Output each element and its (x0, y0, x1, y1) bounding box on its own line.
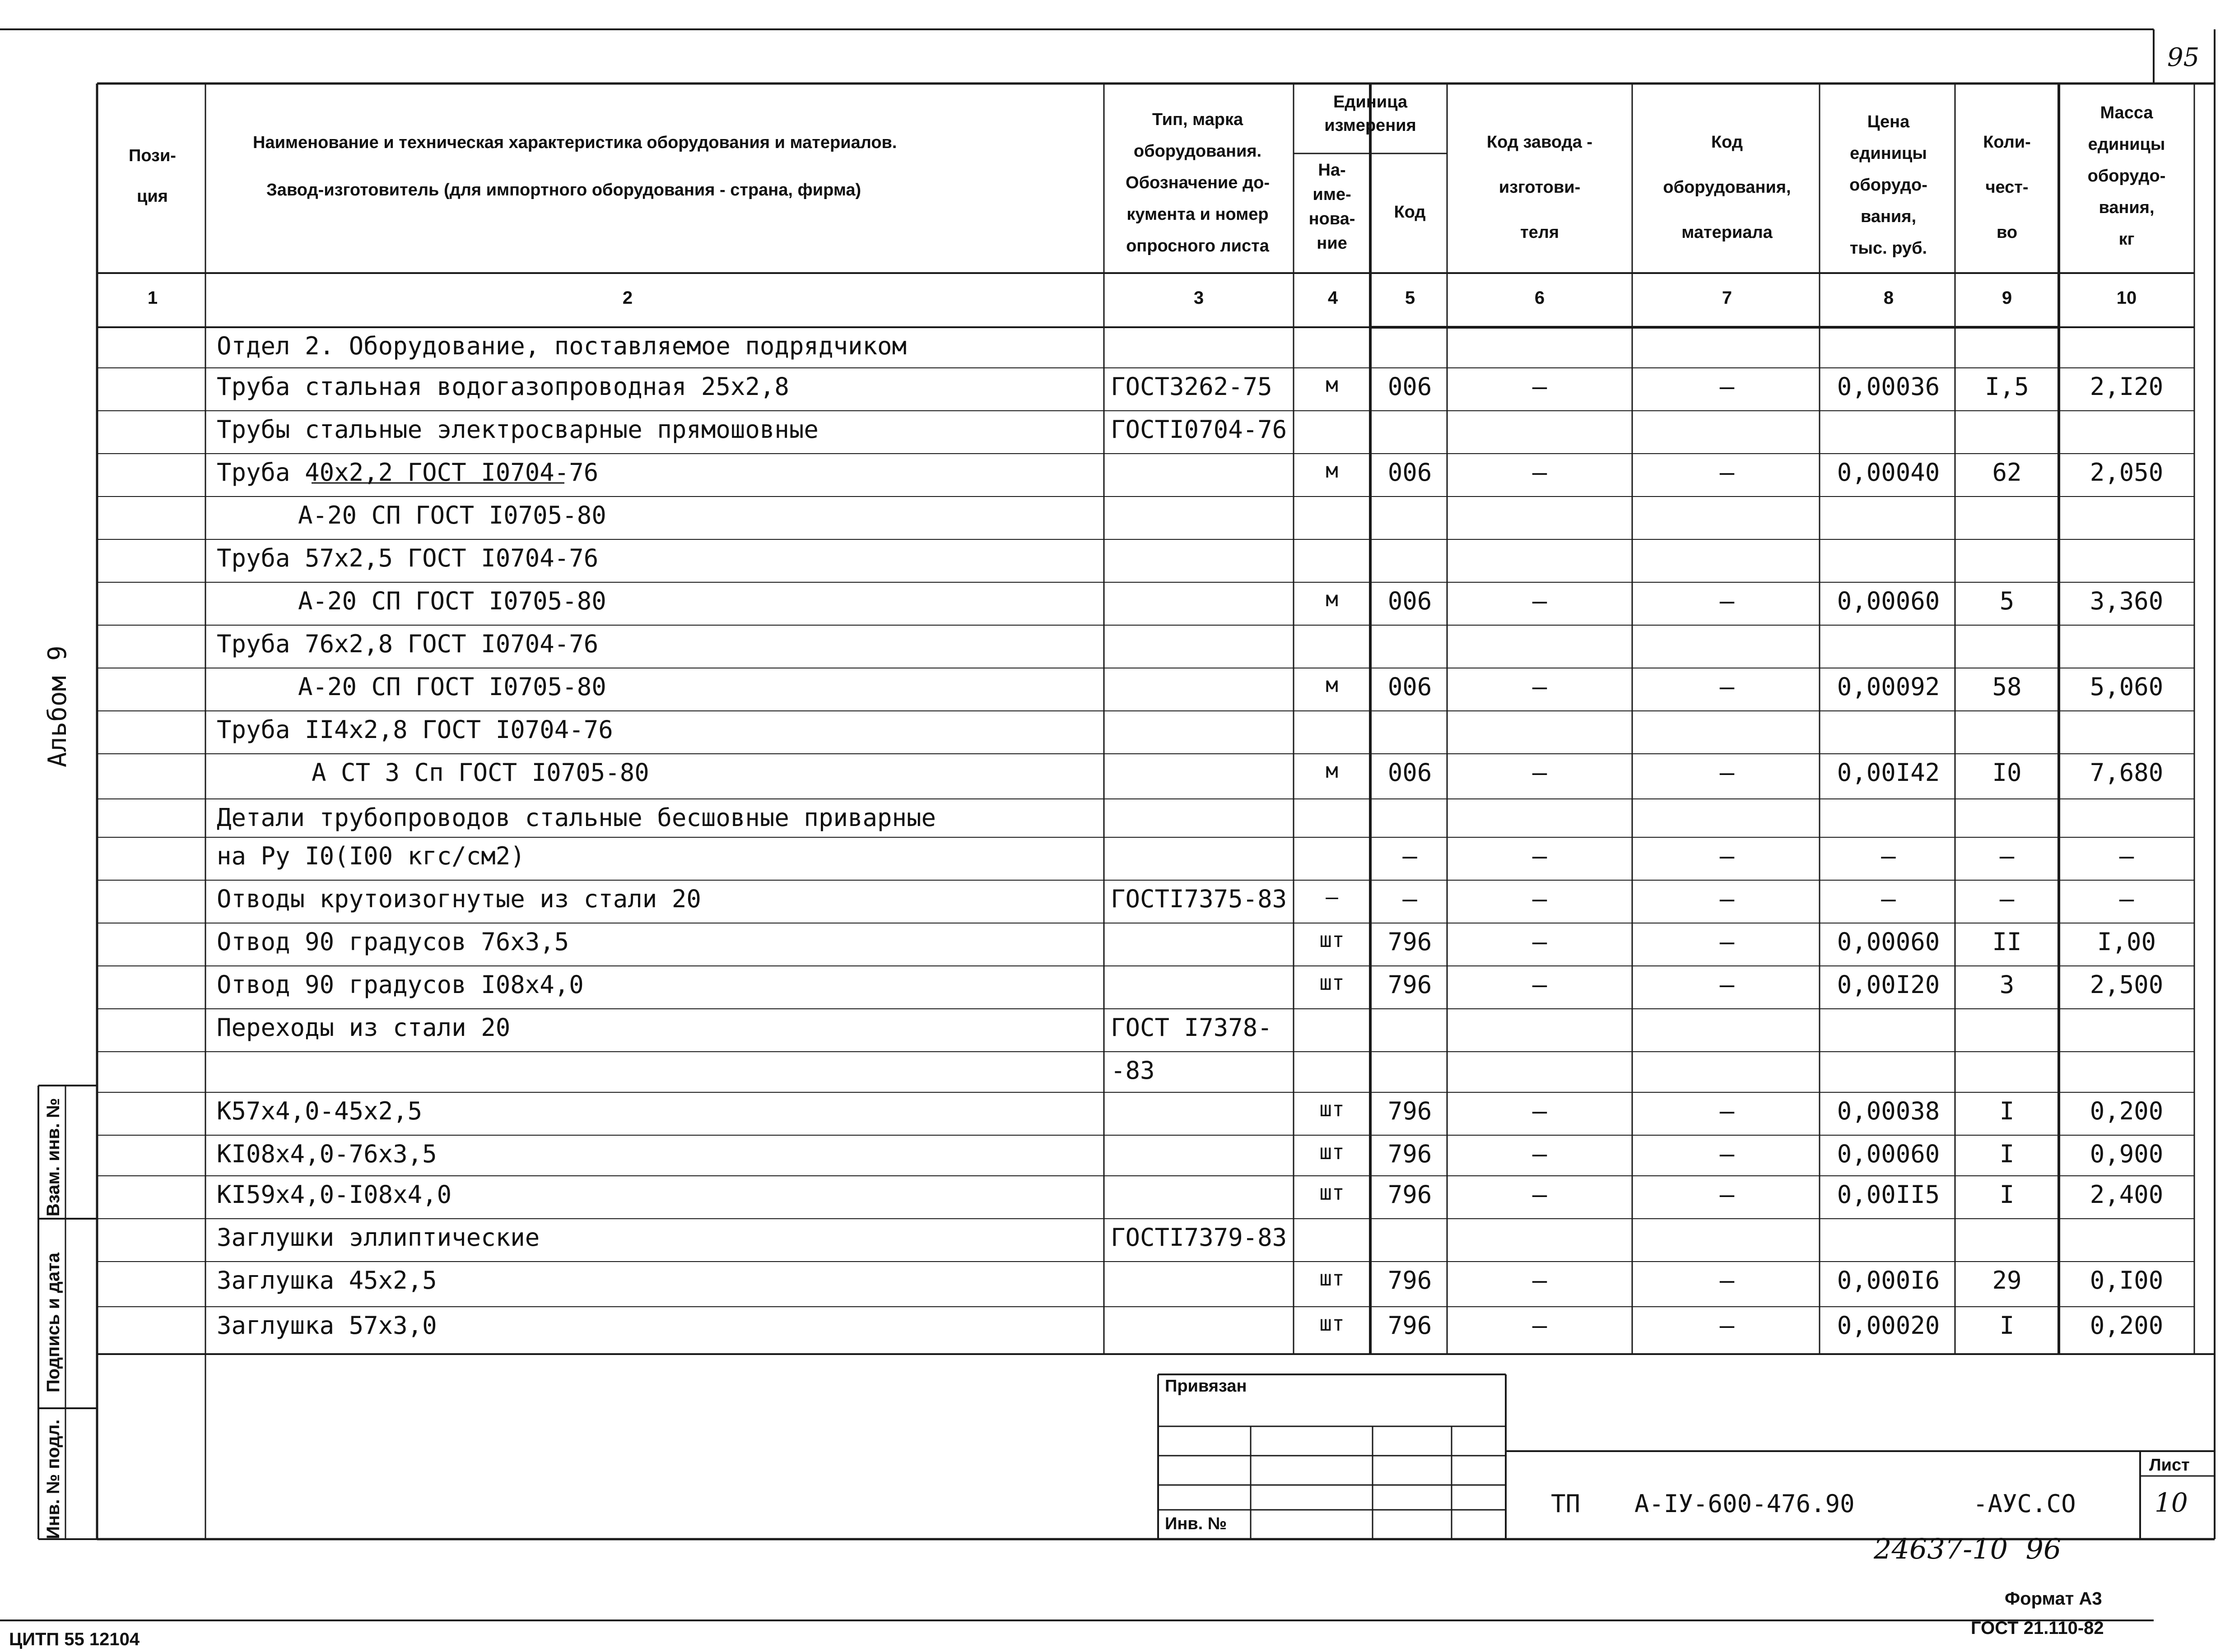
cell-name: Заглушки эллиптические (217, 1223, 540, 1252)
cell-plant-code: – (1532, 673, 1547, 701)
stamp-inv-original: Инв. № подл. (43, 1419, 63, 1539)
cell-plant-code: – (1532, 1311, 1547, 1340)
header-price: Цена единицы оборудо- вания, тыс. руб. (1849, 112, 1927, 258)
sheet-number: 95 (2167, 43, 2200, 72)
column-number: 3 (1193, 288, 1204, 308)
cell-name: Отвод 90 градусов I08х4,0 (217, 970, 584, 999)
cell-quantity: II (1992, 928, 2022, 956)
cell-name: Отвод 90 градусов 76х3,5 (217, 928, 569, 956)
cell-unit-code: 796 (1387, 1180, 1432, 1209)
header-name-line1: Наименование и техническая характеристика оборудования и материалов. (253, 133, 897, 152)
cell-unit-code: 006 (1387, 458, 1432, 487)
cell-unit-code: 796 (1387, 1097, 1432, 1125)
cell-price: – (1881, 885, 1896, 913)
cell-name: А-20 СП ГОСТ I0705-80 (298, 587, 606, 615)
handwritten-reference: 24637-10 96 (1874, 1532, 2062, 1565)
cell-name: КI59х4,0-I08х4,0 (217, 1180, 452, 1209)
cell-plant-code: – (1532, 928, 1547, 956)
cell-plant-code: – (1532, 1140, 1547, 1168)
cell-document: ГОСТ3262-75 (1111, 372, 1272, 401)
column-number: 1 (147, 288, 158, 308)
doc-prefix: ТП (1551, 1490, 1581, 1518)
column-number: 6 (1534, 288, 1545, 308)
album-label: Альбом 9 (43, 645, 72, 767)
cell-unit-code: 796 (1387, 1140, 1432, 1168)
doc-code: А-IУ-600-476.90 (1634, 1490, 1855, 1518)
cell-price: 0,000I6 (1837, 1266, 1940, 1295)
cell-mass: 2,I20 (2090, 372, 2164, 401)
cell-name: КI08х4,0-76х3,5 (217, 1140, 437, 1168)
cell-name: Трубы стальные электросварные прямошовные (217, 415, 819, 444)
header-quantity: Коли- чест- во (1983, 133, 2031, 242)
cell-mass: 5,060 (2090, 673, 2164, 701)
cell-mass: 0,200 (2090, 1097, 2164, 1125)
cell-unit: шт (1319, 1140, 1345, 1164)
header-position: Пози- ция (129, 146, 176, 206)
cell-name: Отдел 2. Оборудование, поставляемое подрядчиком (217, 332, 907, 360)
column-number: 7 (1722, 288, 1732, 308)
cell-name: Труба 76х2,8 ГОСТ I0704-76 (217, 630, 599, 658)
cell-plant-code: – (1532, 1097, 1547, 1125)
cell-equipment-code: – (1719, 1266, 1735, 1295)
cell-quantity: 62 (1992, 458, 2022, 487)
cell-name: Труба II4х2,8 ГОСТ I0704-76 (217, 715, 613, 744)
column-number: 10 (2116, 288, 2137, 308)
cell-mass: 0,900 (2090, 1140, 2164, 1168)
cell-name: Детали трубопроводов стальные бесшовные приварные (217, 803, 936, 832)
cell-equipment-code: – (1719, 885, 1735, 913)
cell-quantity: I0 (1992, 758, 2022, 787)
cell-mass: I,00 (2097, 928, 2156, 956)
cell-mass: 2,400 (2090, 1180, 2164, 1209)
cell-equipment-code: – (1719, 1180, 1735, 1209)
cell-name: Труба стальная водогазопроводная 25х2,8 (217, 372, 789, 401)
header-name-line2: Завод-изготовитель (для импортного оборудования - страна, фирма) (266, 181, 861, 200)
cell-equipment-code: – (1719, 928, 1735, 956)
cell-plant-code: – (1532, 758, 1547, 787)
privyazan-label: Привязан (1165, 1377, 1247, 1396)
cell-price: 0,00I20 (1837, 970, 1940, 999)
cell-unit-code: 006 (1387, 372, 1432, 401)
cell-unit: шт (1319, 928, 1345, 952)
cell-quantity: – (1999, 885, 2015, 913)
header-unit-name: На- име- нова- ние (1308, 161, 1355, 253)
cell-price: 0,00060 (1837, 928, 1940, 956)
cell-mass: – (2119, 842, 2134, 870)
cell-unit: м (1326, 758, 1338, 783)
cell-mass: 0,200 (2090, 1311, 2164, 1340)
cell-name: Труба 57х2,5 ГОСТ I0704-76 (217, 544, 599, 572)
list-label: Лист (2149, 1456, 2190, 1475)
cell-name: Переходы из стали 20 (217, 1013, 511, 1042)
cell-unit: м (1326, 458, 1338, 483)
cell-name: Заглушка 57х3,0 (217, 1311, 437, 1340)
cell-unit-code: 006 (1387, 673, 1432, 701)
cell-name: на Ру I0(I00 кгс/см2) (217, 842, 525, 870)
column-number: 4 (1327, 288, 1338, 308)
header-unit-code: Код (1394, 203, 1426, 222)
cell-unit-code: 796 (1387, 1266, 1432, 1295)
cell-name: Заглушка 45х2,5 (217, 1266, 437, 1295)
cell-equipment-code: – (1719, 970, 1735, 999)
cell-unit: – (1326, 885, 1338, 909)
header-mass: Масса единицы оборудо- вания, кг (2087, 103, 2166, 249)
cell-unit: шт (1319, 1311, 1345, 1336)
cell-unit-code: 006 (1387, 587, 1432, 615)
cell-quantity: 3 (1999, 970, 2015, 999)
stamp-signature-date: Подпись и дата (43, 1253, 63, 1392)
cell-equipment-code: – (1719, 842, 1735, 870)
cell-unit-code: 796 (1387, 928, 1432, 956)
cell-mass: 7,680 (2090, 758, 2164, 787)
cell-unit-code: – (1402, 885, 1417, 913)
cell-equipment-code: – (1719, 1311, 1735, 1340)
cell-name: К57х4,0-45х2,5 (217, 1097, 423, 1125)
stamp-vzam-inv: Взам. инв. № (43, 1098, 63, 1216)
column-number: 5 (1405, 288, 1415, 308)
doc-suffix: -АУС.СО (1973, 1490, 2076, 1518)
cell-unit: м (1326, 372, 1338, 397)
cell-quantity: 58 (1992, 673, 2022, 701)
column-number: 8 (1883, 288, 1894, 308)
cell-unit: шт (1319, 1180, 1345, 1205)
cell-unit-code: – (1402, 842, 1417, 870)
cell-plant-code: – (1532, 458, 1547, 487)
cell-price: 0,00036 (1837, 372, 1940, 401)
printer-label: ЦИТП 55 12104 (9, 1629, 140, 1649)
cell-quantity: I (1999, 1140, 2015, 1168)
cell-price: 0,00060 (1837, 587, 1940, 615)
cell-document: ГОСТ I7378- (1111, 1013, 1272, 1042)
cell-plant-code: – (1532, 1266, 1547, 1295)
cell-unit-code: 006 (1387, 758, 1432, 787)
cell-plant-code: – (1532, 970, 1547, 999)
cell-quantity: I (1999, 1180, 2015, 1209)
cell-plant-code: – (1532, 842, 1547, 870)
cell-plant-code: – (1532, 587, 1547, 615)
cell-mass: 3,360 (2090, 587, 2164, 615)
list-number: 10 (2155, 1487, 2188, 1518)
cell-unit-code: 796 (1387, 1311, 1432, 1340)
cell-price: 0,00038 (1837, 1097, 1940, 1125)
cell-equipment-code: – (1719, 673, 1735, 701)
cell-price: 0,00II5 (1837, 1180, 1940, 1209)
cell-equipment-code: – (1719, 587, 1735, 615)
cell-plant-code: – (1532, 885, 1547, 913)
inv-number-label: Инв. № (1165, 1514, 1227, 1533)
cell-mass: 2,500 (2090, 970, 2164, 999)
column-number: 9 (2002, 288, 2012, 308)
cell-price: – (1881, 842, 1896, 870)
cell-equipment-code: – (1719, 1140, 1735, 1168)
cell-document: -83 (1111, 1056, 1155, 1085)
cell-price: 0,00040 (1837, 458, 1940, 487)
cell-unit: м (1326, 673, 1338, 697)
cell-quantity: 29 (1992, 1266, 2022, 1295)
header-equipment-code: Код оборудования, материала (1663, 133, 1791, 242)
column-number: 2 (622, 288, 633, 308)
cell-name: А-20 СП ГОСТ I0705-80 (298, 673, 606, 701)
cell-equipment-code: – (1719, 758, 1735, 787)
cell-price: 0,00060 (1837, 1140, 1940, 1168)
cell-quantity: 5 (1999, 587, 2015, 615)
format-label: Формат А3 (2005, 1589, 2102, 1609)
cell-unit: шт (1319, 1266, 1345, 1290)
cell-document: ГОСТI0704-76 (1111, 415, 1287, 444)
cell-quantity: – (1999, 842, 2015, 870)
cell-mass: 0,I00 (2090, 1266, 2164, 1295)
cell-mass: – (2119, 885, 2134, 913)
cell-name: А-20 СП ГОСТ I0705-80 (298, 501, 606, 529)
cell-unit: м (1326, 587, 1338, 611)
cell-equipment-code: – (1719, 372, 1735, 401)
cell-price: 0,00092 (1837, 673, 1940, 701)
cell-plant-code: – (1532, 372, 1547, 401)
cell-document: ГОСТI7375-83 (1111, 885, 1287, 913)
cell-unit: шт (1319, 1097, 1345, 1121)
cell-price: 0,00I42 (1837, 758, 1940, 787)
gost-label: ГОСТ 21.110-82 (1971, 1618, 2104, 1638)
cell-quantity: I (1999, 1097, 2015, 1125)
cell-name: Труба 40х2,2 ГОСТ I0704-76 (217, 458, 599, 487)
cell-price: 0,00020 (1837, 1311, 1940, 1340)
header-type: Тип, марка оборудования. Обозначение до- кумента и номер опросного листа (1126, 110, 1270, 255)
cell-mass: 2,050 (2090, 458, 2164, 487)
cell-unit: шт (1319, 970, 1345, 995)
cell-unit-code: 796 (1387, 970, 1432, 999)
header-plant-code: Код завода - изготови- теля (1486, 133, 1593, 242)
cell-equipment-code: – (1719, 458, 1735, 487)
cell-equipment-code: – (1719, 1097, 1735, 1125)
cell-quantity: I,5 (1985, 372, 2029, 401)
cell-quantity: I (1999, 1311, 2015, 1340)
header-unit-group: Единица измерения (1324, 93, 1416, 135)
cell-name: Отводы крутоизогнутые из стали 20 (217, 885, 701, 913)
cell-name: А СТ 3 Сп ГОСТ I0705-80 (312, 758, 649, 787)
cell-plant-code: – (1532, 1180, 1547, 1209)
cell-document: ГОСТI7379-83 (1111, 1223, 1287, 1252)
